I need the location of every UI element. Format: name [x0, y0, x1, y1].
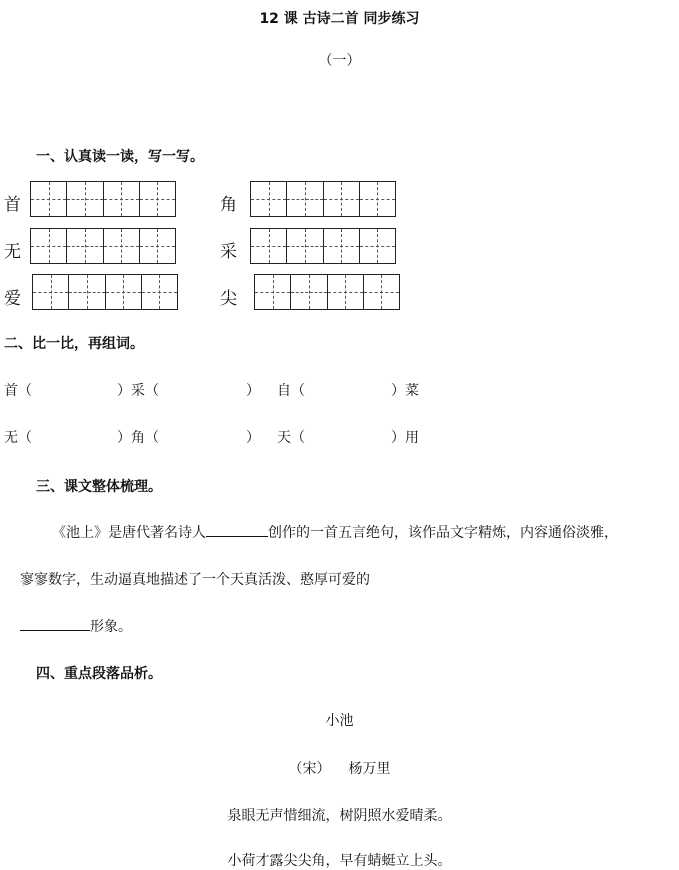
page-title: 12 课 古诗二首 同步练习 [259, 11, 420, 27]
compare-item: 无（ [4, 430, 32, 446]
char-ai: 爱 [4, 289, 21, 309]
compare-item: ）角（ [117, 430, 159, 446]
writing-grid-shou[interactable] [30, 181, 176, 217]
poem-line-2: 小荷才露尖尖角，早有蜻蜓立上头。 [227, 853, 452, 869]
char-wu: 无 [4, 242, 21, 262]
poem-author: 杨万里 [348, 761, 391, 777]
section4-heading: 四、重点段落品析。 [36, 666, 162, 682]
poem-title: 小池 [325, 713, 354, 729]
summary-text: 创作的一首五言绝句，该作品文字精炼，内容通俗淡雅， [268, 525, 618, 541]
char-shou: 首 [4, 195, 21, 215]
summary-line-2: 寥寥数字，生动逼真地描述了一个天真活泼、憨厚可爱的 [20, 572, 370, 588]
section1-heading: 一、认真读一读，写一写。 [36, 149, 204, 165]
compare-item: 首（ [4, 383, 32, 399]
writing-grid-jiao[interactable] [250, 181, 396, 217]
section3-heading: 三、课文整体梳理。 [36, 479, 162, 495]
char-jian: 尖 [220, 289, 237, 309]
writing-grid-ai[interactable] [32, 274, 178, 310]
compare-item: ）采（ [117, 383, 159, 399]
section2-heading: 二、比一比，再组词。 [4, 336, 144, 352]
compare-item: 天（ [277, 430, 305, 446]
poem-line-1: 泉眼无声惜细流，树阴照水爱晴柔。 [227, 808, 452, 824]
compare-item: 自（ [277, 383, 305, 399]
summary-line-1 [52, 522, 618, 542]
answer-blank-poet[interactable] [206, 536, 268, 537]
summary-text: 形象。 [90, 619, 132, 635]
poem-byline [0, 758, 679, 778]
writing-grid-wu[interactable] [30, 228, 176, 264]
writing-grid-cai[interactable] [250, 228, 396, 264]
char-cai: 采 [220, 242, 237, 262]
compare-item: ） [246, 430, 260, 446]
writing-grid-jian[interactable] [254, 274, 400, 310]
compare-item: ）菜 [391, 383, 419, 399]
page-subtitle: （一） [318, 53, 361, 69]
compare-item: ） [246, 383, 260, 399]
compare-item: ）用 [391, 430, 419, 446]
summary-text: 《池上》是唐代著名诗人 [52, 525, 206, 541]
answer-blank-image[interactable] [20, 630, 90, 631]
summary-line-3 [20, 616, 132, 636]
poem-dynasty: （宋） [288, 761, 331, 777]
char-jiao: 角 [220, 195, 237, 215]
